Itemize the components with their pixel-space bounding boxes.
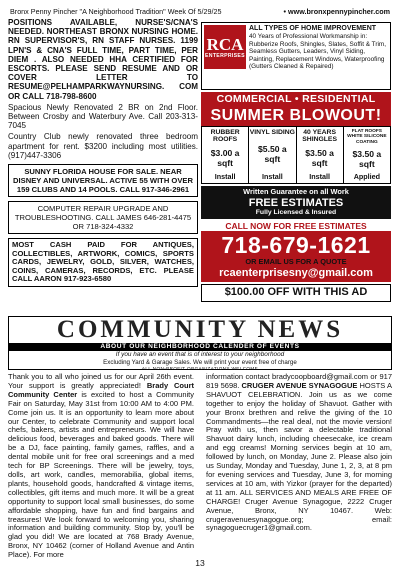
community-news-line1: If you have an event that is of interest to your neighborhood (115, 351, 285, 358)
rca-header (201, 22, 391, 90)
page-number: 13 (195, 558, 205, 568)
article-body: is excited to host a Community Fair on Saturday, May 31st from 10:00 AM to 4:00 PM. Come join us. It is an opportunity to learn more about our Center, to celebrate Community and support local chefs, bakers, artists and entrepreneurs. We will have delicious food, beverages and baked goods. There will be a DJ, face painting, family games, raffles, and a dental mobile unit for free oral screenings and a med tech for BP Screenings. There will be jewelry, toys, dolls, art work, candles, memorabilia, global items, plants, household goods, handcrafted & vintage items, collectibles, gift items and much more. It will be a great opportunity to support local small businesses, do some affordable shopping, have fun and find bargains and treasures! We look forward to welcoming you, sharing information and building community. Stop by, you'll be glad you did! We are located at 768 Brady Avenue, Bronx, NY 10462 (corner of Holland Avenue and Antin Place). For more (8, 389, 195, 560)
article-heading: CRUGER AVENUE SYNAGOGUE (241, 380, 358, 390)
community-news-subtitle: ABOUT OUR NEIGHBORHOOD CALENDER OF EVENTS (9, 343, 391, 351)
rca-email-prompt: OR EMAIL US FOR A QUOTE (245, 256, 347, 266)
rca-enterprises-ad (201, 22, 391, 314)
price-value: $5.50 a sqft (258, 144, 287, 165)
rca-logo-sub: ENTERPRISES (205, 52, 245, 59)
rca-logo (204, 25, 246, 69)
price-vinyl-siding (249, 127, 296, 183)
article-body: HOSTS A SHAVUOT CELEBRATION. Join us as we come together to enjoy the holiday of Shavuot. Gather with your Bronx brethren and relive the giving of the 10 Commandments—the real deal, not the movie version! Pray with us, then savor a delectable traditional Shavuot dairy lunch, including cheesecake, ice cream and egg creams! Morning services begin at 10 am, followed by lunch, on Monday, June 2. Please also join us Sunday, Monday and Tuesday, June 1, 2, 3, at 8 pm for evening services and Tuesday, June 3, for morning services at 10 am, with Yizkor (prayer for the departed) at 11 am. ALL SERVICES AND MEALS ARE FREE OF CHARGE! Cruger Avenue Synagogue, 2222 Cruger Avenue, Bronx, NY 10467. Web: crugeravenuesynagogue.org; email: synagoguecruger1@gmail.com. (206, 380, 392, 533)
community-news-line3: ALL NON-PROFIT ORGANIZATIONS WELCOME (141, 366, 259, 371)
price-title: RUBBER ROOFS (210, 129, 240, 144)
rca-free-estimates: FREE ESTIMATES (248, 196, 344, 209)
price-value: $3.50 a sqft (305, 147, 334, 168)
rca-email[interactable]: rcaenterprisesny@gmail.com (219, 266, 373, 279)
apartment-ad: Spacious Newly Renovated 2 BR on 2nd Floor. Between Crosby and Waterbury Ave. Call 203-313-7045 (8, 102, 198, 131)
price-action: Install (309, 172, 331, 181)
rca-licensed: Fully Licensed & Insured (255, 208, 337, 216)
price-value: $3.00 a sqft (210, 147, 240, 168)
community-news-line2: Excluding Yard & Garage Sales. We will print your event free of charge (103, 358, 297, 366)
price-value: $3.50 a sqft (352, 148, 382, 169)
rca-description: 40 Years of Professional Workmanship in: Rubberize Roofs, Shingles, Slates, Soffit & Trim, Seamless Gutters, Leaders, Vinyl Siding, Painting, Replacement Windows, Waterproofing (Gutters Cleaned & Repaired) (249, 33, 386, 71)
price-title: 40 YEARS SHINGLES (302, 129, 337, 144)
price-action: Install (261, 172, 283, 181)
article-intro: information contact bradycoopboard@gmail.com or 917 819 5698. (206, 372, 392, 390)
florida-ad: SUNNY FLORIDA HOUSE FOR SALE. NEAR DISNEY AND UNIVERSAL. ACTIVE 55 WITH OVER 159 CLUBS AND 14 POOLS. CALL 917-346-2961 (8, 164, 198, 197)
price-title: VINYL SIDING (249, 129, 295, 136)
rca-heading: ALL TYPES OF HOME IMPROVEMENT (249, 25, 377, 32)
price-rubber-roofs (202, 127, 249, 183)
price-flat-roofs (344, 127, 390, 183)
rca-coupon: $100.00 OFF WITH THIS AD (201, 284, 391, 302)
price-title: FLAT ROOFS WHITE SILICONE COATING (347, 129, 387, 145)
rca-guarantee-block (201, 186, 391, 219)
article-cruger-synagogue (206, 373, 392, 533)
community-news-header (8, 316, 392, 370)
price-action: Install (214, 172, 236, 181)
country-club-ad: Country Club newly renovated three bedroom apartment for rent. $3200 including most utilities. (917)447-3306 (8, 132, 198, 160)
header-website: • www.bronxpennypincher.com (283, 7, 390, 16)
antiques-ad: MOST CASH PAID FOR ANTIQUES, COLLECTIBLES, ARTWORK, COMICS, SPORTS CARDS, JEWELRY, GOLD, SILVER, WATCHES, COINS, CAMERAS, RECORDS, ETC. PLEASE CALL AARON 917-923-6580 (8, 238, 198, 287)
article-heading: Brady Court Community Center (8, 380, 195, 399)
nurse-ad: POSITIONS AVAILABLE, NURSE'S/CNA'S NEEDED. NORTHEAST BRONX NURSING HOME. RN SUPERVISOR'S, RN STAFF NURSES. 1199 LPN'S & CNA'S FULL TIME, PART TIME, PER DIEM . ALSO NEEDED HHA CERTIFIED FOR ESCORTS. PLEASE SEND RESUME AND OR COVER LETTER TO RESUME@PELHAMPARKWAYNURSING. COM OR CALL 718-798-8600 (8, 18, 198, 101)
rca-contact-block (201, 231, 391, 282)
rca-band-summer: SUMMER BLOWOUT! (201, 106, 391, 126)
rca-logo-text: RCA (206, 34, 244, 54)
article-intro: Thank you to all who joined us for our April 26th event. Your support is greatly appreciated! (8, 372, 194, 390)
rca-info (249, 25, 388, 87)
computer-repair-ad: COMPUTER REPAIR UPGRADE AND TROUBLESHOOTING. CALL JAMES 646-281-4475 OR 718-324-4332 (8, 201, 198, 234)
rca-band-commercial: COMMERCIAL • RESIDENTIAL (201, 92, 391, 106)
article-brady-court (8, 373, 194, 560)
community-news-title: COMMUNITY NEWS (56, 316, 344, 343)
rca-guarantee: Written Guarantee on all Work (243, 187, 349, 196)
classifieds-column (8, 18, 198, 314)
header-publication: Bronx Penny Pincher "A Neighborhood Tradition" Week Of 5/29/25 (10, 7, 222, 16)
rca-price-table (201, 126, 391, 184)
rca-call-now: CALL NOW FOR FREE ESTIMATES (225, 220, 367, 231)
price-action: Applied (353, 172, 381, 181)
price-shingles (297, 127, 344, 183)
page-header (10, 6, 390, 17)
rca-phone[interactable]: 718-679-1621 (221, 231, 371, 258)
